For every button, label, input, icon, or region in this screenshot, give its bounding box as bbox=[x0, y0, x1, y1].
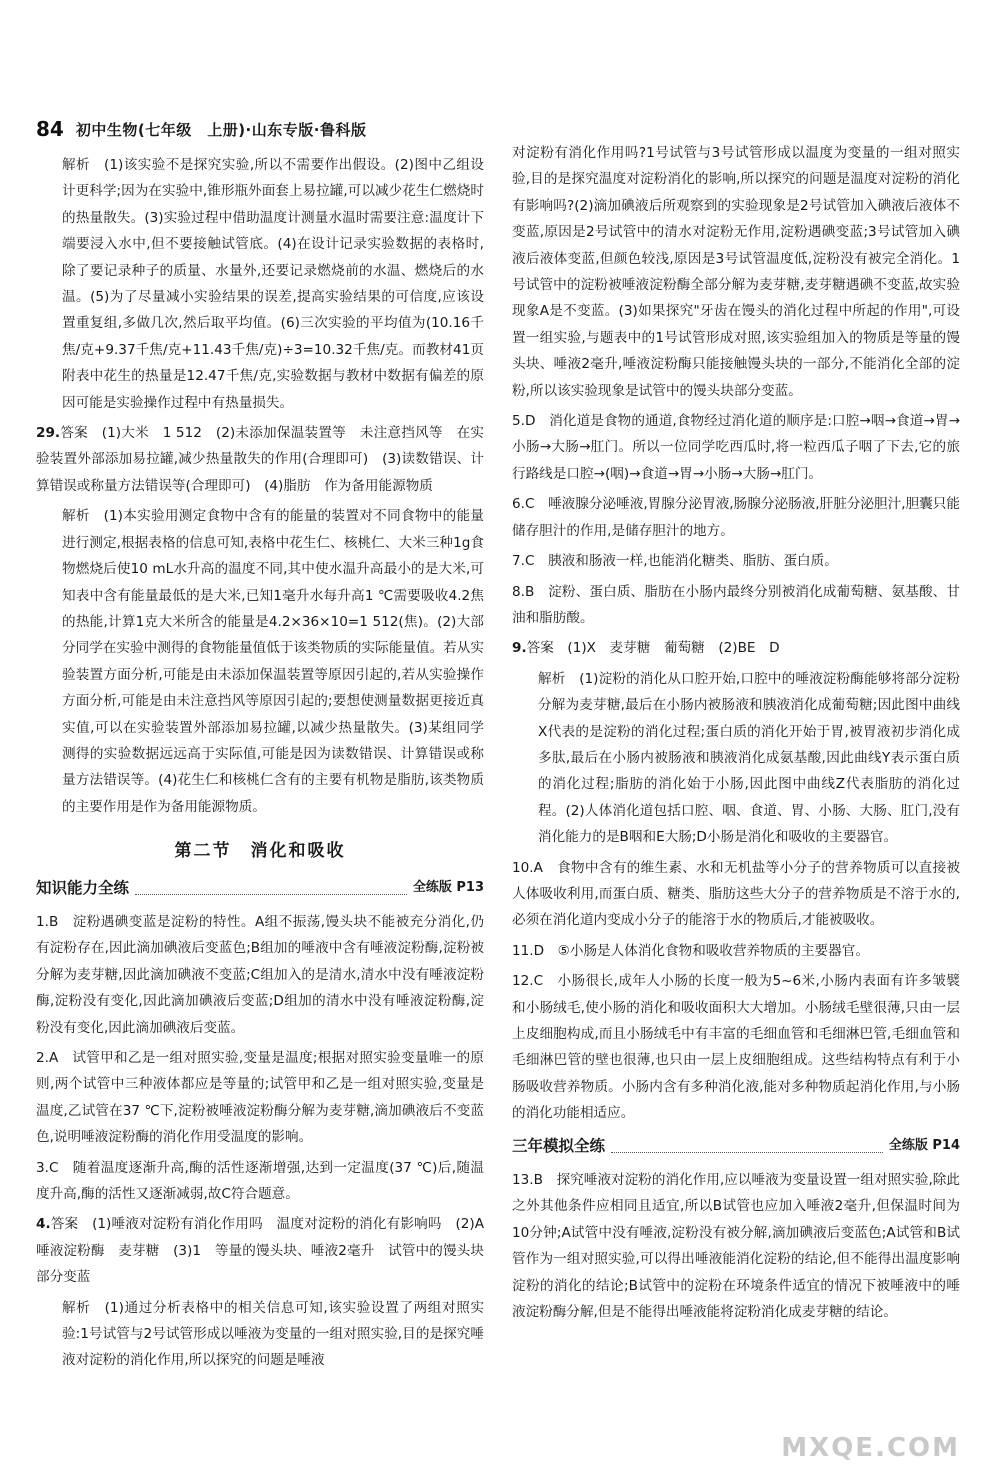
q9-number: 9. bbox=[512, 640, 527, 657]
section-header-ref: 全练版 P13 bbox=[412, 879, 484, 895]
section-header-knowledge bbox=[36, 875, 484, 901]
q2-answer: 2.A 试管甲和乙是一组对照实验,变量是温度;根据对照实验变量唯一的原则,两个试管中三种液体都应是等量的;试管甲和乙是一组对照实验,变量是温度,乙试管在37 ℃下,淀粉被唾液淀粉酶分解为麦芽糖,滴加碘液后不变蓝色,说明唾液淀粉酶的消化作用受温度的影响。 bbox=[36, 1050, 484, 1146]
q4-explanation: 解析 (1)通过分析表格中的相关信息可知,该实验设置了两组对照实验:1号试管与2号试管形成以唾液为变量的一组对照实验,目的是探究唾液对淀粉的消化作用,所以探究的问题是唾液 bbox=[62, 1299, 484, 1369]
q12-answer: 12.C 小肠很长,成年人小肠的长度一般为5~6米,小肠内表面有许多皱襞和小肠绒毛,使小肠的消化和吸收面积大大增加。小肠绒毛壁很薄,只由一层上皮细胞构成,而且小肠绒毛中有丰富的毛细血管和毛细淋巴管,毛细血管和毛细淋巴管的壁也很薄,也只由一层上皮细胞组成。这些结构特点有利于小肠吸收营养物质。小肠内含有多种消化液,能对多种物质起消化作用,与小肠的消化功能相适应。 bbox=[512, 973, 960, 1122]
q1-answer: 1.B 淀粉遇碘变蓝是淀粉的特性。A组不振荡,馒头块不能被充分消化,仍有淀粉存在,因此滴加碘液后变蓝色;B组加的唾液中含有唾液淀粉酶,淀粉被分解为麦芽糖,因此滴加碘液不变蓝;C组加入的是清水,清水中没有唾液淀粉酶,淀粉没有变化,因此滴加碘液后变蓝;D组加的清水中没有唾液淀粉酶,淀粉没有变化,因此滴加碘液后变蓝。 bbox=[36, 913, 484, 1036]
section-header-ref: 全练版 P14 bbox=[888, 1137, 960, 1153]
q28-explanation: 解析 (1)该实验不是探究实验,所以不需要作出假设。(2)图中乙组设计更科学;因为在实验中,锥形瓶外面套上易拉罐,可以减少花生仁燃烧时的热量散失。(3)实验过程中借助温度计测量水温时需要注意:温度计下端要浸入水中,但不要接触试管底。(4)在设计记录实验数据的表格时,除了要记录种子的质量、水量外,还要记录燃烧前的水温、燃烧后的水温。(5)为了尽量减小实验结果的误差,提高实验结果的可信度,应该设置重复组,多做几次,然后取平均值。(6)三次实验的平均值为(10.16千焦/克+9.37千焦/克+11.43千焦/克)÷3=10.32千焦/克。而教材41页附表中花生的热量是12.47千焦/克,实验数据与教材中数据有偏差的原因可能是实验操作过程中有热量损失。 bbox=[62, 157, 484, 411]
dotted-leader bbox=[135, 894, 407, 895]
q4-answer-text: 答案 (1)唾液对淀粉有消化作用吗 温度对淀粉的消化有影响吗 (2)A 唾液淀粉酶 麦芽糖 (3)1 等量的馒头块、唾液2毫升 试管中的馒头块部分变蓝 bbox=[36, 1216, 498, 1286]
right-column bbox=[512, 140, 960, 1329]
section-header-threeyear bbox=[512, 1133, 960, 1159]
q3-answer: 3.C 随着温度逐渐升高,酶的活性逐渐增强,达到一定温度(37 ℃)后,随温度升高,酶的活性又逐渐减弱,故C符合题意。 bbox=[36, 1159, 484, 1203]
q4-explanation-cont: 对淀粉有消化作用吗?1号试管与3号试管形成以温度为变量的一组对照实验,目的是探究温度对淀粉消化的影响,所以探究的问题是温度对淀粉的消化有影响吗?(2)滴加碘液后所观察到的实验现象是2号试管加入碘液后液体不变蓝,原因是2号试管中的清水对淀粉无作用,淀粉遇碘变蓝;3号试管加入碘液后液体变蓝,但颜色较浅,原因是3号试管温度低,淀粉没有被完全消化。1号试管中的淀粉被唾液淀粉酶全部分解为麦芽糖,麦芽糖遇碘不变蓝,故实验现象A是不变蓝。(3)如果探究"牙齿在馒头的消化过程中所起的作用",可设置一组实验,与题表中的1号试管形成对照,该实验组加入的物质是等量的馒头块、唾液2毫升,唾液淀粉酶只能接触馒头块的一部分,不能消化全部的淀粉,所以该实验现象是试管中的馒头块部分变蓝。 bbox=[512, 145, 960, 399]
q13-answer: 13.B 探究唾液对淀粉的消化作用,应以唾液为变量设置一组对照实验,除此之外其他条件应相同且适宜,所以B试管也应加入唾液2毫升,但保温时间为10分钟;A试管中没有唾液,淀粉没有被分解,滴加碘液后变蓝色;A试管和B试管作为一组对照实验,可以得出唾液能消化淀粉的结论,但不能得出温度影响淀粉的消化的结论;B试管中的淀粉在环境条件适宜的情况下被唾液中的唾液淀粉酶分解,但是不能得出唾液能将淀粉消化成麦芽糖的结论。 bbox=[512, 1172, 960, 1321]
q9-explanation: 解析 (1)淀粉的消化从口腔开始,口腔中的唾液淀粉酶能够将部分淀粉分解为麦芽糖,最后在小肠内被肠液和胰液消化成葡萄糖;因此图中曲线X代表的是淀粉的消化过程;蛋白质的消化开始于胃,被胃液初步消化成多肽,最后在小肠内被肠液和胰液消化成氨基酸,因此曲线Y表示蛋白质的消化过程;脂肪的消化始于小肠,因此图中曲线Z代表脂肪的消化过程。(2)人体消化道包括口腔、咽、食道、胃、小肠、大肠、肛门,没有消化能力的是B咽和E大肠;D小肠是消化和吸收的主要器官。 bbox=[538, 670, 960, 846]
q10-answer: 10.A 食物中含有的维生素、水和无机盐等小分子的营养物质可以直接被人体吸收利用,而蛋白质、糖类、脂肪这些大分子的营养物质是不溶于水的,必须在消化道内变成小分子的能溶于水的物质后,才能被吸收。 bbox=[512, 859, 960, 929]
q29-explanation: 解析 (1)本实验用测定食物中含有的能量的装置对不同食物中的能量进行测定,根据表格的信息可知,表格中花生仁、核桃仁、大米三种1g食物燃烧后使10 mL水升高的温度不同,其中使水温升高最小的是大米,可知表中含有能量最低的是大米,已知1毫升水每升高1 ℃需要吸收4.2焦的热能,计算1克大米所含的能量是4.2×36×10=1 512(焦)。(2)大部分同学在实验中测得的食物能量值低于该类物质的实际能量值。若从实验装置方面分析,可能是由未添加保温装置等原因引起的,若从实验操作方面分析,可能是由未注意挡风等原因引起的;要想使测量数据更接近真实值,可以在实验装置外部添加易拉罐,以减少热量散失。(3)某组同学测得的实验数据远远高于实际值,可能是因为读数错误、计算错误或称量方法错误等。(4)花生仁和核桃仁含有的主要有机物是脂肪,该类物质的主要作用是作为备用能源物质。 bbox=[62, 508, 484, 815]
q9-answer-text: 答案 (1)X 麦芽糖 葡萄糖 (2)BE D bbox=[526, 640, 780, 657]
q4-number: 4. bbox=[36, 1216, 51, 1233]
q6-answer: 6.C 唾液腺分泌唾液,胃腺分泌胃液,肠腺分泌肠液,肝脏分泌胆汁,胆囊只能储存胆汁的作用,是储存胆汁的地方。 bbox=[512, 496, 960, 539]
page-number: 84 bbox=[36, 117, 64, 141]
q8-answer: 8.B 淀粉、蛋白质、脂肪在小肠内最终分别被消化成葡萄糖、氨基酸、甘油和脂肪酸。 bbox=[512, 583, 960, 626]
q9-answer bbox=[512, 635, 960, 661]
left-column bbox=[36, 152, 498, 1378]
section-title: 第二节 消化和吸收 bbox=[174, 841, 346, 862]
q4-answer bbox=[36, 1211, 498, 1290]
q29-answer bbox=[36, 420, 484, 499]
dotted-leader bbox=[611, 1152, 883, 1153]
q11-answer: 11.D ⑤小肠是人体消化食物和吸收营养物质的主要器官。 bbox=[512, 942, 869, 959]
q5-answer: 5.D 消化道是食物的通道,食物经过消化道的顺序是:口腔→咽→食道→胃→小肠→大肠→肛门。所以一位同学吃西瓜时,将一粒西瓜子咽了下去,它的旅行路线是口腔→(咽)→食道→胃→小肠→大肠→肛门。 bbox=[512, 413, 960, 482]
book-title: 初中生物(七年级 上册)·山东专版·鲁科版 bbox=[75, 120, 367, 139]
q29-number: 29. bbox=[36, 425, 61, 442]
section-header-title: 知识能力全练 bbox=[36, 878, 130, 897]
watermark: MXQE.COM bbox=[781, 1433, 960, 1463]
q7-answer: 7.C 胰液和肠液一样,也能消化糖类、脂肪、蛋白质。 bbox=[512, 553, 838, 570]
section-header-title: 三年模拟全练 bbox=[512, 1136, 606, 1155]
q29-answer-text: 答案 (1)大米 1 512 (2)未添加保温装置等 未注意挡风等 在实验装置外部添加易拉罐,减少热量散失的作用(合理即可) (3)读数错误、计算错误或称量方法错误等(合理即可) (4)脂肪 作为备用能源物质 bbox=[36, 425, 484, 494]
page-header bbox=[36, 112, 366, 146]
